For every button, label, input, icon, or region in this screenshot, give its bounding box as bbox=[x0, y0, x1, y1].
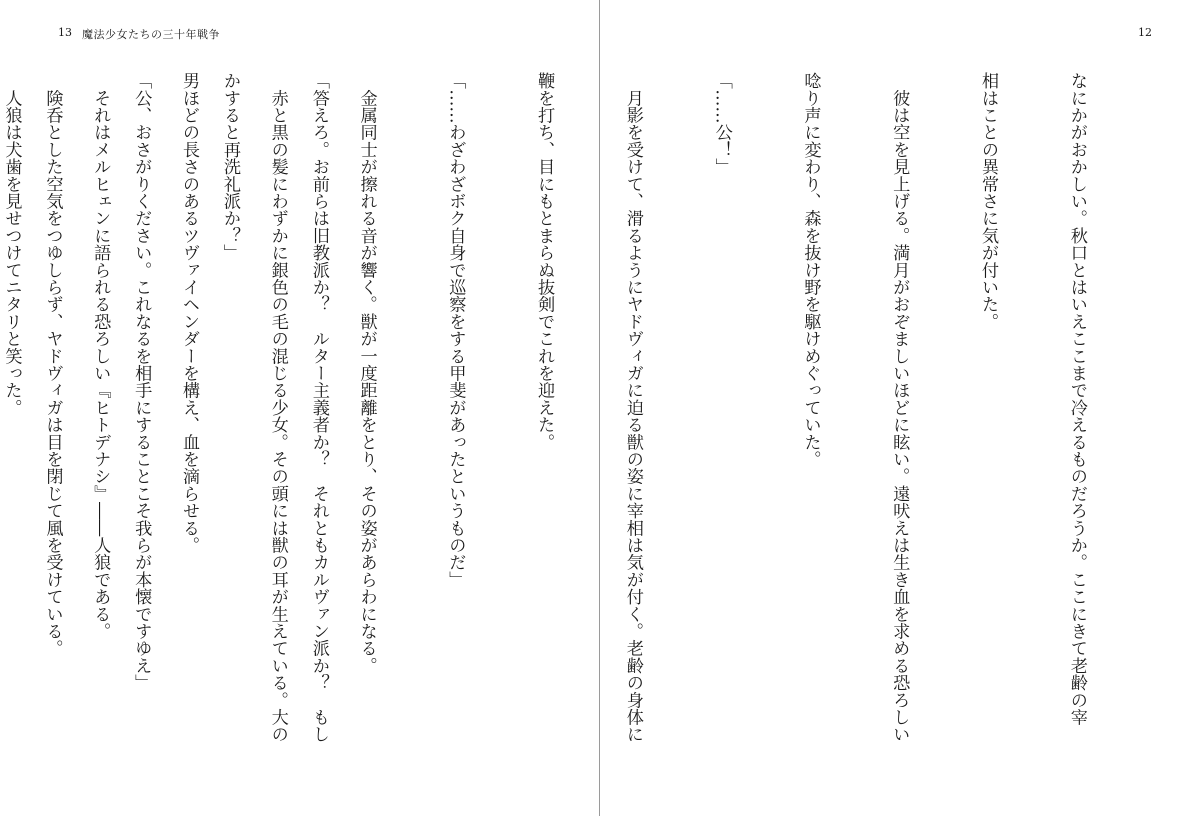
text-line: 相はことの異常さに気が付いた。 bbox=[978, 72, 999, 330]
text-line: 月影を受けて、滑るようにヤドヴィガに迫る獣の姿に宰相は気が付く。老齢の身体に bbox=[622, 72, 643, 743]
text-line: 鞭を打ち、目にもとまらぬ抜剣でこれを迎えた。 bbox=[534, 72, 555, 451]
text-line: なにかがおかしい。秋口とはいえここまで冷えるものだろうか。ここにきて老齢の宰 bbox=[1066, 72, 1087, 726]
text-line: 「答えろ。お前らは旧教派か？ ルター主義者か？ それともカルヴァン派か？ もし bbox=[308, 72, 329, 743]
page-number: 13 bbox=[58, 26, 72, 39]
text-line: 赤と黒の髪にわずかに銀色の毛の混じる少女。その頭には獣の耳が生えている。大の bbox=[267, 72, 288, 743]
page-number: 12 bbox=[1138, 26, 1152, 39]
text-line: それはメルヒェンに語られる恐ろしい『ヒトデナシ』――人狼である。 bbox=[90, 72, 111, 640]
text-line: 男ほどの長さのあるツヴァイヘンダーを構え、血を滴らせる。 bbox=[179, 72, 199, 554]
text-line: 金属同士が擦れる音が響く。獣が一度距離をとり、その姿があらわになる。 bbox=[356, 72, 377, 674]
text-line: 「公、おさがりください。これなるを相手にすることこそ我らが本懐ですゆえ」 bbox=[131, 72, 152, 692]
text-line: 「……公！」 bbox=[711, 72, 732, 176]
text-line: 「……わざわざボク自身で巡察をする甲斐があったというものだ」 bbox=[445, 72, 466, 588]
running-head: 魔法少女たちの三十年戦争 bbox=[82, 28, 220, 41]
text-line: 彼は空を見上げる。満月がおぞましいほどに眩い。遠吠えは生き血を求める恐ろしい bbox=[889, 72, 910, 743]
text-line: 人狼は犬歯を見せつけてニタリと笑った。 bbox=[1, 72, 22, 416]
text-line: かすると再洗礼派か？」 bbox=[220, 72, 241, 262]
text-line: 唸り声に変わり、森を抜け野を駆けめぐっていた。 bbox=[800, 72, 821, 468]
text-line: 険呑とした空気をつゆしらず、ヤドヴィガは目を閉じて風を受けている。 bbox=[42, 72, 63, 657]
